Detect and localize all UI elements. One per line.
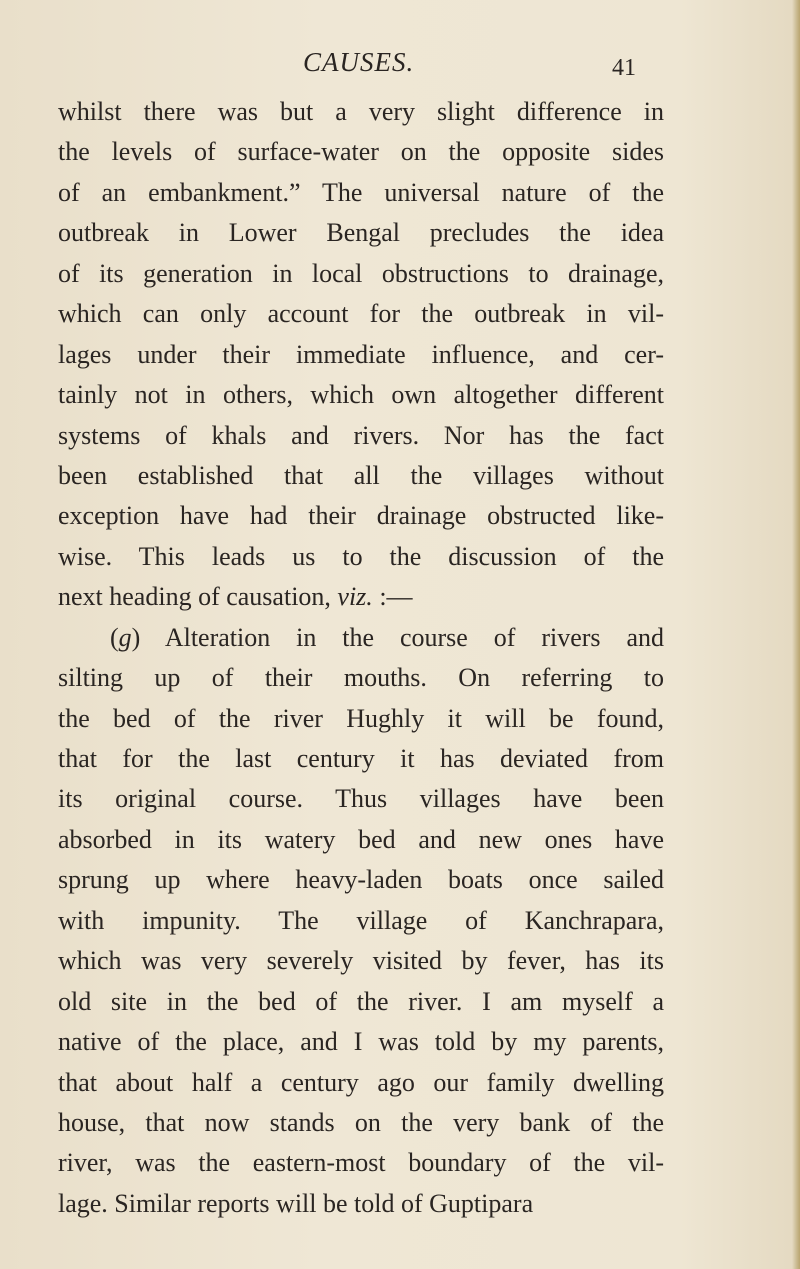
text-line: river, was the eastern-most boundary of the vil- — [58, 1148, 664, 1178]
running-head — [0, 44, 800, 84]
page-number: 41 — [612, 55, 636, 81]
text-line: the levels of surface-water on the opposite sides — [58, 137, 664, 167]
text-line: old site in the bed of the river. I am myself a — [58, 986, 664, 1016]
text-line: next heading of causation, viz. :— — [58, 582, 413, 612]
body-text — [58, 92, 664, 1224]
page-edge — [792, 0, 800, 1269]
text-line: lages under their immediate influence, and cer- — [58, 339, 664, 369]
text-line: its original course. Thus villages have been — [58, 784, 664, 814]
text-line: outbreak in Lower Bengal precludes the idea — [58, 218, 664, 248]
text-line: absorbed in its watery bed and new ones have — [58, 824, 664, 854]
text-line: native of the place, and I was told by my parents, — [58, 1027, 664, 1057]
text-line: (g) Alteration in the course of rivers and — [110, 622, 664, 652]
text-line: house, that now stands on the very bank of the — [58, 1107, 664, 1137]
text-line: wise. This leads us to the discussion of the — [58, 541, 664, 571]
text-line: which was very severely visited by fever, has its — [58, 946, 664, 976]
text-line: which can only account for the outbreak in vil- — [58, 299, 664, 329]
text-line: the bed of the river Hughly it will be found, — [58, 703, 664, 733]
text-line: systems of khals and rivers. Nor has the fact — [58, 420, 664, 450]
running-head-title: CAUSES. — [303, 47, 415, 77]
text-line: exception have had their drainage obstructed like- — [58, 501, 664, 531]
text-line: that about half a century ago our family dwelling — [58, 1067, 664, 1097]
text-line: lage. Similar reports will be told of Guptipara — [58, 1188, 534, 1218]
text-line: of its generation in local obstructions to drainage, — [58, 258, 664, 288]
text-line: tainly not in others, which own altogether different — [58, 380, 664, 410]
text-line: silting up of their mouths. On referring to — [58, 663, 664, 693]
text-line: sprung up where heavy-laden boats once sailed — [58, 865, 664, 895]
text-line: with impunity. The village of Kanchrapara, — [58, 905, 664, 935]
text-line: been established that all the villages without — [58, 460, 664, 490]
text-line: of an embankment.” The universal nature of the — [58, 177, 664, 207]
text-line: whilst there was but a very slight difference in — [58, 97, 664, 126]
text-line: that for the last century it has deviated from — [58, 744, 664, 773]
